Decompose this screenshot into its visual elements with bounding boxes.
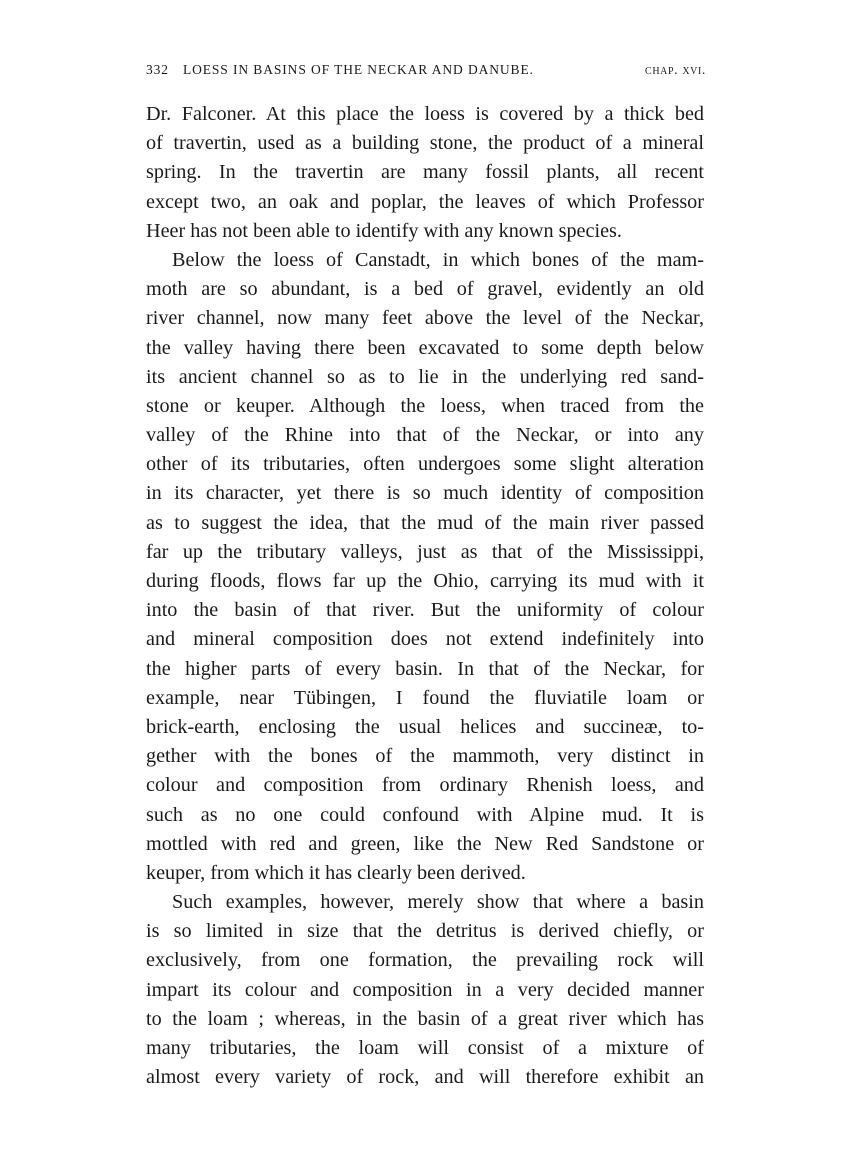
text-line: the valley having there been excavated to some depth below (146, 336, 704, 359)
text-line: except two, an oak and poplar, the leaves of which Professor (146, 190, 704, 213)
text-line: mottled with red and green, like the New Red Sandstone or (146, 832, 704, 855)
text-line: example, near Tübingen, I found the fluviatile loam or (146, 686, 704, 709)
text-line: colour and composition from ordinary Rhenish loess, and (146, 774, 704, 797)
text-line: many tributaries, the loam will consist of a mixture of (146, 1037, 704, 1059)
text-line: keuper, from which it has clearly been derived. (146, 861, 526, 884)
text-line: valley of the Rhine into that of the Neckar, or into any (146, 424, 704, 447)
text-line: spring. In the travertin are many fossil plants, all recent (146, 161, 704, 184)
text-line: into the basin of that river. But the uniformity of colour (146, 599, 704, 622)
text-line: the higher parts of every basin. In that of the Neckar, for (146, 657, 704, 680)
page-number: 332 (146, 62, 169, 77)
text-line: brick-earth, enclosing the usual helices and succineæ, to- (146, 715, 704, 738)
text-line: to the loam ; whereas, in the basin of a great river which has (146, 1007, 704, 1030)
running-head (146, 62, 706, 84)
text-line: impart its colour and composition in a very decided manner (146, 978, 704, 1001)
text-line: other of its tributaries, often undergoes some slight alteration (146, 453, 704, 476)
text-line: as to suggest the idea, that the mud of the main river passed (146, 511, 704, 534)
text-line: is so limited in size that the detritus is derived chiefly, or (146, 920, 704, 943)
text-line: its ancient channel so as to lie in the underlying red sand- (146, 365, 704, 388)
text-line: of travertin, used as a building stone, the product of a mineral (146, 132, 704, 155)
text-line: in its character, yet there is so much identity of composition (146, 482, 704, 505)
text-line: and mineral composition does not extend indefinitely into (146, 628, 704, 651)
text-line: Dr. Falconer. At this place the loess is covered by a thick bed (146, 103, 704, 125)
body-text (146, 100, 704, 1092)
text-line: during floods, flows far up the Ohio, carrying its mud with it (146, 570, 704, 592)
text-line: such as no one could confound with Alpine mud. It is (146, 803, 704, 826)
text-line: Heer has not been able to identify with any known species. (146, 219, 622, 242)
paragraph (146, 246, 704, 888)
running-title: LOESS IN BASINS OF THE NECKAR AND DANUBE. (182, 62, 534, 77)
paragraph (146, 888, 704, 1092)
chapter-label: chap. xvi. (645, 63, 706, 78)
text-line: almost every variety of rock, and will therefore exhibit an (146, 1066, 704, 1089)
text-line: far up the tributary valleys, just as that of the Mississippi, (146, 540, 704, 563)
paragraph (146, 100, 704, 246)
text-line: river channel, now many feet above the level of the Neckar, (146, 307, 704, 330)
text-line: exclusively, from one formation, the prevailing rock will (146, 949, 704, 972)
text-line: stone or keuper. Although the loess, when traced from the (146, 394, 704, 417)
text-line: moth are so abundant, is a bed of gravel, evidently an old (146, 278, 704, 301)
text-line: Below the loess of Canstadt, in which bones of the mam- (172, 248, 704, 271)
text-line: gether with the bones of the mammoth, very distinct in (146, 745, 704, 768)
text-line: Such examples, however, merely show that where a basin (172, 891, 704, 914)
